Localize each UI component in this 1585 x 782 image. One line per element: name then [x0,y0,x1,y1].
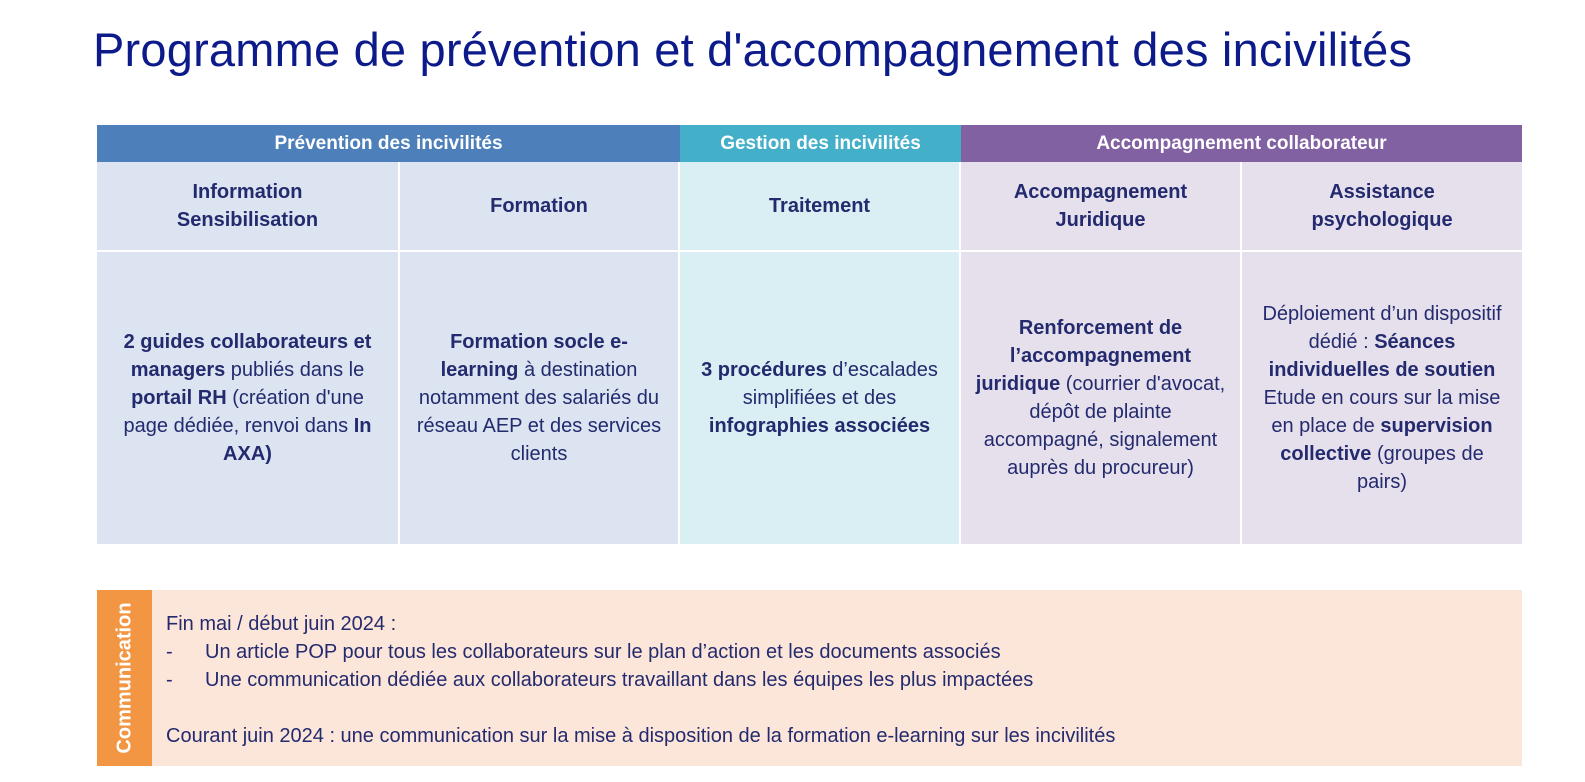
communication-tab-label: Communication [113,602,135,754]
bold-text: Renforcement de l’accompagnement juridique [975,317,1192,395]
communication-item [166,666,1115,694]
subheading-formation [400,162,680,252]
text-segment: (création d'une page dédiée, renvoi dans [123,387,364,437]
bold-text: 2 guides collaborateurs et managers [123,331,372,381]
description-psychologique [1242,252,1522,544]
text-segment: d’escalades simplifiées et des [742,359,938,409]
subheading-psychologique [1242,162,1522,252]
subheading-text [177,178,318,234]
communication-intro: Fin mai / début juin 2024 : [166,613,397,635]
subheading-text [490,192,588,220]
subheading-text [1311,178,1452,234]
header-prevention: Prévention des incivilités [97,125,680,162]
communication-text [152,590,1115,766]
bold-text: supervision collective [1280,415,1493,465]
communication-panel [97,590,1522,766]
bold-text: portail RH [131,387,227,409]
text-segment: Etude en cours sur la mise en place de [1263,387,1501,437]
subheading-line: Information [192,181,303,203]
bold-text: 3 procédures [701,359,827,381]
list-dash: - [166,641,173,663]
subheading-line: Juridique [1055,209,1146,231]
description-text [412,328,666,468]
category-header-row [97,125,1522,162]
description-traitement [680,252,961,544]
communication-closing: Courant juin 2024 : une communication sur la mise à disposition de la formation e-learning sur les incivilités [166,725,1116,747]
page-title: Programme de prévention et d'accompagnement des incivilités [93,23,1413,76]
bold-text: infographies associées [708,415,931,437]
description-text [973,314,1228,482]
bold-text: In AXA) [223,415,372,465]
text-segment: à destination notamment des salariés du réseau AEP et des services clients [416,359,662,465]
description-juridique [961,252,1242,544]
subheading-line: Traitement [768,195,871,217]
list-dash: - [166,669,173,691]
subheading-line: Assistance [1329,181,1435,203]
description-row [97,252,1522,544]
subheading-line: Sensibilisation [176,209,319,231]
program-table [97,125,1522,544]
bold-text: Séances individuelles de soutien [1268,331,1496,381]
subheading-information [97,162,400,252]
subheading-traitement [680,162,961,252]
subheading-line: Formation [490,195,588,217]
communication-tab [97,590,152,766]
subheading-row [97,162,1522,252]
header-gestion: Gestion des incivilités [680,125,961,162]
text-segment: (groupes de pairs) [1356,443,1484,493]
bold-text: Formation socle e-learning [440,331,628,381]
communication-item-text: Une communication dédiée aux collaborateurs travaillant dans les équipes les plus impactées [205,669,1034,691]
text-segment: (courrier d'avocat, dépôt de plainte accompagné, signalement auprès du procureur) [983,373,1226,479]
subheading-text [769,192,870,220]
text-segment: publiés dans le [225,359,365,381]
communication-item [166,638,1115,666]
subheading-text [1014,178,1187,234]
header-accompagnement: Accompagnement collaborateur [961,125,1522,162]
description-text [692,356,947,440]
communication-item-text: Un article POP pour tous les collaborateurs sur le plan d’action et les documents associés [205,641,1001,663]
description-text [109,328,386,468]
subheading-line: Accompagnement [1013,181,1188,203]
description-information [97,252,400,544]
description-text [1254,300,1510,496]
description-formation [400,252,680,544]
subheading-line: psychologique [1311,209,1453,231]
subheading-juridique [961,162,1242,252]
text-segment: Déploiement d’un dispositif dédié : [1262,303,1502,353]
